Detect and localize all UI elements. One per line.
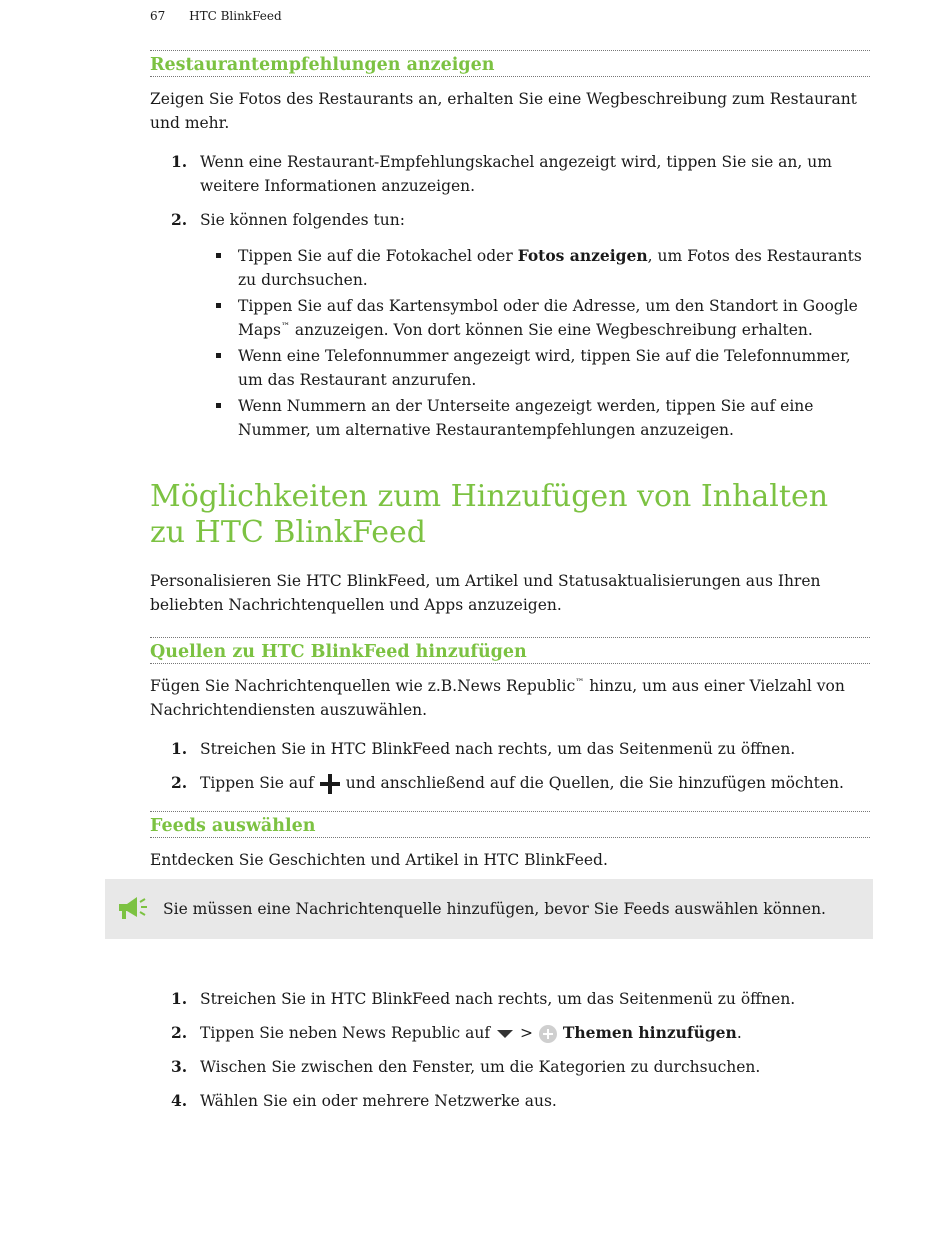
- list-item: [150, 344, 870, 392]
- trademark-symbol: ™: [281, 321, 290, 332]
- page-content: [150, 50, 870, 1113]
- list-item: [150, 1055, 870, 1079]
- section3-steps: [150, 737, 870, 795]
- step-text: Streichen Sie in HTC BlinkFeed nach rechts, um das Seitenmenü zu öffnen.: [200, 740, 796, 758]
- separator: >: [515, 1024, 538, 1042]
- heading-restaurant-recommendations: Restaurantempfehlungen anzeigen: [150, 50, 870, 77]
- page-header: [150, 9, 282, 23]
- list-item: [150, 1021, 870, 1045]
- step-text: und anschließend auf die Quellen, die Sie hinzufügen möchten.: [340, 774, 844, 792]
- step-number: 1.: [171, 152, 188, 171]
- megaphone-icon: [115, 893, 151, 923]
- bullet-text: Wenn eine Telefonnummer angezeigt wird, tippen Sie auf die Telefonnummer, um das Restaurant anzurufen.: [238, 347, 851, 389]
- trademark-symbol: ™: [575, 677, 585, 688]
- step-number: 1.: [171, 739, 188, 758]
- list-item: [150, 771, 870, 795]
- step-text: Wählen Sie ein oder mehrere Netzwerke aus.: [200, 1092, 557, 1110]
- dropdown-triangle-icon: [495, 1027, 515, 1041]
- section4-steps: [150, 987, 870, 1113]
- section2-intro: Personalisieren Sie HTC BlinkFeed, um Artikel und Statusaktualisierungen aus Ihren beliebten Nachrichtenquellen und Apps anzuzeigen.: [150, 572, 821, 614]
- list-item: [150, 150, 870, 198]
- heading-add-sources: Quellen zu HTC BlinkFeed hinzufügen: [150, 637, 870, 664]
- add-circle-icon: [538, 1024, 558, 1044]
- section3-intro: [150, 674, 870, 722]
- note-box: [105, 879, 873, 939]
- plus-icon: [319, 773, 341, 795]
- step-text: Tippen Sie neben News Republic auf: [200, 1024, 496, 1042]
- bold-term: Fotos anzeigen: [517, 246, 648, 265]
- section4-intro: Entdecken Sie Geschichten und Artikel in HTC BlinkFeed.: [150, 851, 608, 869]
- bold-term: Themen hinzufügen: [562, 1023, 737, 1042]
- bullet-text: Wenn Nummern an der Unterseite angezeigt werden, tippen Sie auf eine Nummer, um alternative Restaurantempfehlungen anzuzeigen.: [238, 397, 814, 439]
- step-text: Streichen Sie in HTC BlinkFeed nach rechts, um das Seitenmenü zu öffnen.: [200, 990, 796, 1008]
- step-text: Sie können folgendes tun:: [200, 211, 405, 229]
- step-text: Wischen Sie zwischen den Fenster, um die Kategorien zu durchsuchen.: [200, 1058, 761, 1076]
- list-item: [150, 737, 870, 761]
- bullet-text: Tippen Sie auf das Kartensymbol oder die Adresse, um den Standort in Google Maps: [238, 297, 858, 339]
- bullet-text: anzuzeigen. Von dort können Sie eine Wegbeschreibung erhalten.: [290, 321, 813, 339]
- step-number: 2.: [171, 773, 188, 792]
- list-item: [150, 244, 870, 292]
- step-number: 4.: [171, 1091, 188, 1110]
- step-number: 2.: [171, 210, 188, 229]
- step-number: 1.: [171, 989, 188, 1008]
- main-heading: Möglichkeiten zum Hinzufügen von Inhalten zu HTC BlinkFeed: [150, 479, 829, 550]
- list-item: [150, 987, 870, 1011]
- step-text: Tippen Sie auf: [200, 774, 319, 792]
- section1-steps: [150, 150, 870, 232]
- intro-text: hinzu, um aus einer Vielzahl von Nachrichtendiensten auszuwählen.: [150, 677, 845, 719]
- bullet-text: , um Fotos des Restaurants zu durchsuchen.: [238, 247, 862, 289]
- section1-intro: Zeigen Sie Fotos des Restaurants an, erhalten Sie eine Wegbeschreibung zum Restaurant und mehr.: [150, 90, 857, 132]
- step-text: .: [736, 1024, 742, 1042]
- step-number: 2.: [171, 1023, 188, 1042]
- page-number: 67: [150, 9, 166, 23]
- chapter-title: HTC BlinkFeed: [189, 9, 282, 23]
- intro-text: Fügen Sie Nachrichtenquellen wie z.B.News Republic: [150, 677, 576, 695]
- list-item: [150, 394, 870, 442]
- list-item: [150, 294, 870, 342]
- bullet-text: Tippen Sie auf die Fotokachel oder: [238, 247, 518, 265]
- step-text: Wenn eine Restaurant-Empfehlungskachel angezeigt wird, tippen Sie sie an, um weitere Informationen anzuzeigen.: [200, 153, 832, 195]
- list-item: [150, 1089, 870, 1113]
- section1-options: [150, 244, 870, 442]
- step-number: 3.: [171, 1057, 188, 1076]
- note-text: Sie müssen eine Nachrichtenquelle hinzufügen, bevor Sie Feeds auswählen können.: [163, 900, 826, 918]
- heading-select-feeds: Feeds auswählen: [150, 811, 870, 838]
- list-item: [150, 208, 870, 232]
